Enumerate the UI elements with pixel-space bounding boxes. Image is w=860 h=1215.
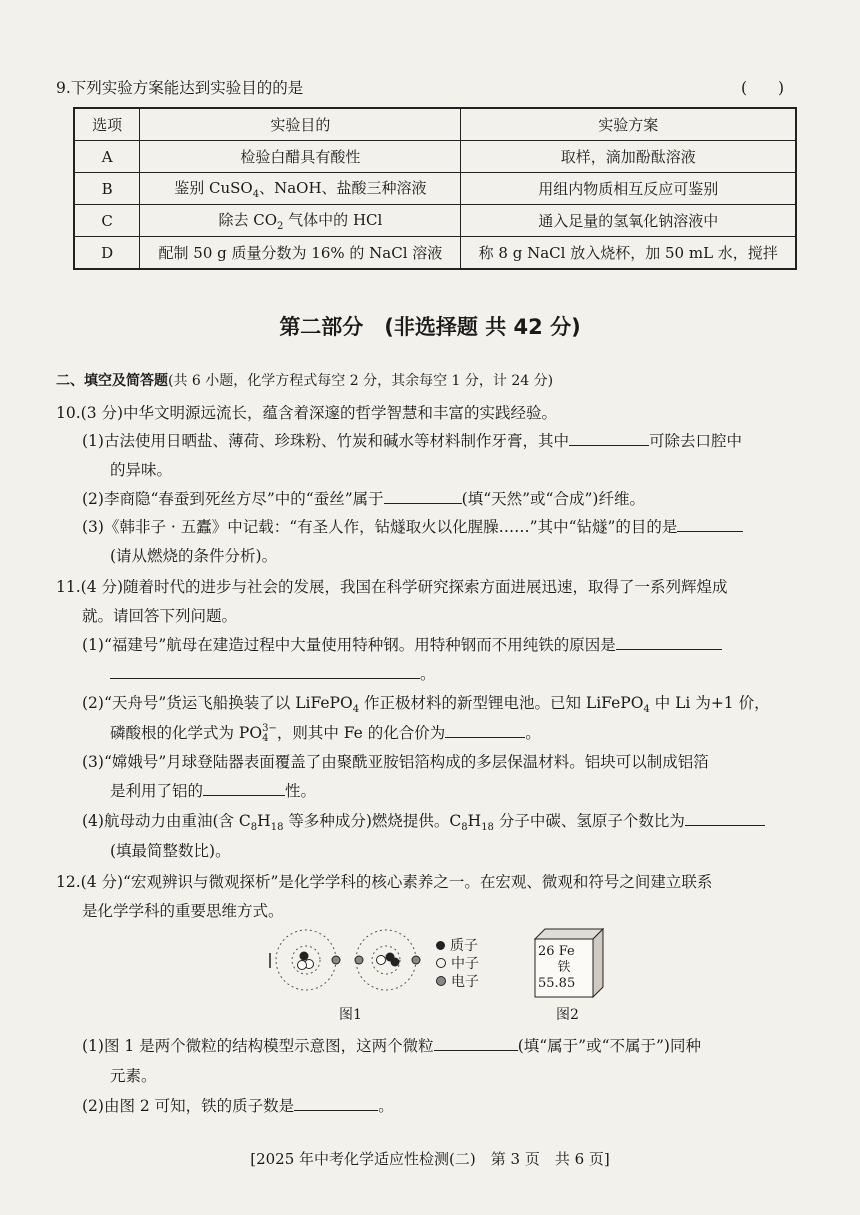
table-row — [74, 173, 796, 205]
answer-blank[interactable] — [434, 1036, 518, 1051]
option-plan: 取样，滴加酚酞溶液 — [461, 141, 796, 173]
iron-number-symbol: 26 Fe — [538, 944, 575, 959]
section-heading-label: 二、填空及简答题 — [56, 373, 168, 389]
page-footer: [2025 年中考化学适应性检测(二) 第 3 页 共 6 页] — [250, 1150, 610, 1168]
legend-electron: 电子 — [436, 973, 479, 991]
legend-proton: 质子 — [436, 937, 479, 955]
atom-model-2 — [355, 930, 420, 990]
section-heading — [56, 370, 553, 390]
figure1-caption: 图1 — [339, 1007, 362, 1023]
q11-stem: 11.(4 分)随着时代的进步与社会的发展，我国在科学研究探索方面进展迅速，取得了一系列辉煌成 — [56, 578, 728, 596]
q9-stem: 9.下列实验方案能达到实验目的的是 — [56, 79, 304, 97]
electron-icon — [436, 976, 446, 986]
iron-card-text — [538, 944, 590, 992]
q12-stem: 12.(4 分)“宏观辨识与微观探析”是化学学科的核心素养之一。在宏观、微观和符号之间建立联系 — [56, 873, 713, 891]
table-header-row — [74, 108, 796, 141]
q11-sub1-cont: 。 — [110, 662, 436, 684]
proton-icon — [436, 941, 445, 950]
q12-sub2: (2)由图 2 可知，铁的质子数是 。 — [82, 1097, 394, 1115]
figure1-legend — [436, 937, 479, 991]
answer-blank[interactable] — [203, 781, 285, 796]
option-goal: 配制 50 g 质量分数为 16% 的 NaCl 溶液 — [140, 237, 461, 270]
q11-stem-cont: 就。请回答下列问题。 — [82, 607, 238, 625]
q9-answer-paren: ( ) — [741, 79, 785, 97]
table-header: 实验方案 — [461, 108, 796, 141]
answer-blank[interactable] — [110, 664, 420, 679]
option-letter: D — [74, 237, 140, 270]
option-plan: 称 8 g NaCl 放入烧杯，加 50 mL 水，搅拌 — [461, 237, 796, 270]
option-letter: B — [74, 173, 140, 205]
part2-title: 第二部分 (非选择题 共 42 分) — [279, 315, 581, 339]
option-goal: 检验白醋具有酸性 — [140, 141, 461, 173]
option-plan: 通入足量的氢氧化钠溶液中 — [461, 205, 796, 237]
q10-stem: 10.(3 分)中华文明源远流长，蕴含着深邃的哲学智慧和丰富的实践经验。 — [56, 404, 558, 422]
answer-blank[interactable] — [569, 431, 649, 446]
option-letter: C — [74, 205, 140, 237]
answer-blank[interactable] — [445, 723, 525, 738]
legend-neutron: 中子 — [436, 955, 479, 973]
q12-sub1-cont: 元素。 — [110, 1067, 157, 1085]
q10-sub1: (1)古法使用日晒盐、薄荷、珍珠粉、竹炭和碱水等材料制作牙膏，其中 可除去口腔中 — [82, 432, 742, 450]
q11-sub1: (1)“福建号”航母在建造过程中大量使用特种钢。用特种钢而不用纯铁的原因是 — [82, 633, 722, 655]
table-header: 选项 — [74, 108, 140, 141]
option-letter: A — [74, 141, 140, 173]
q10-sub1-cont: 的异味。 — [110, 461, 173, 479]
answer-blank[interactable] — [294, 1096, 378, 1111]
option-goal: 鉴别 CuSO$_4$、NaOH、盐酸三种溶液 — [140, 173, 461, 205]
table-row — [74, 205, 796, 237]
table-row — [74, 237, 796, 270]
option-goal: 除去 $CO_2$ 气体中的 HCl — [140, 205, 461, 237]
q11-sub3: (3)“嫦娥号”月球登陆器表面覆盖了由聚酰亚胺铝箔构成的多层保温材料。铝块可以制成铝箔 — [82, 753, 709, 771]
answer-blank[interactable] — [677, 517, 743, 532]
q11-sub3-cont: 是利用了铝的 性。 — [110, 782, 317, 800]
q10-sub3: (3)《韩非子 · 五蠹》中记载：“有圣人作，钻燧取火以化腥臊……”其中“钻燧”的目的是 — [82, 515, 743, 537]
q12-sub1: (1)图 1 是两个微粒的结构模型示意图，这两个微粒 (填“属于”或“不属于”)同种 — [82, 1037, 701, 1055]
answer-blank[interactable] — [384, 489, 462, 504]
answer-blank[interactable] — [616, 635, 722, 650]
q12-stem-cont: 是化学学科的重要思维方式。 — [82, 902, 284, 920]
q10-sub3-cont: (请从燃烧的条件分析)。 — [110, 547, 278, 565]
section-heading-note: (共 6 小题，化学方程式每空 2 分，其余每空 1 分，计 24 分) — [168, 373, 554, 389]
iron-mass: 55.85 — [538, 976, 576, 991]
iron-name: 铁 — [557, 960, 571, 975]
q11-sub2-cont: 磷酸根的化学式为 PO 3− 4 ，则其中 Fe 的化合价为 。 — [110, 723, 541, 744]
figure1-atom-models — [262, 924, 442, 996]
atom-model-1 — [270, 930, 340, 990]
q11-sub2: (2)“天舟号”货运飞船换装了以 LiFePO$_4$ 作正极材料的新型锂电池。已知 LiFePO$_4$ 中 Li 为+1 价， — [82, 694, 770, 716]
option-plan: 用组内物质相互反应可鉴别 — [461, 173, 796, 205]
neutron-icon — [436, 958, 446, 968]
q9-options-table — [73, 107, 797, 270]
table-header: 实验目的 — [140, 108, 461, 141]
figure2-caption: 图2 — [556, 1007, 579, 1023]
table-row — [74, 141, 796, 173]
answer-blank[interactable] — [685, 811, 765, 826]
q11-sub4: (4)航母动力由重油(含 $C_8H_{18}$ 等多种成分)燃烧提供。$C_8H_{18}$ 分子中碳、氢原子个数比为 — [82, 809, 765, 833]
q11-sub4-cont: (填最简整数比)。 — [110, 842, 231, 860]
q10-sub2: (2)李商隐“春蚕到死丝方尽”中的“蚕丝”属于 (填“天然”或“合成”)纤维。 — [82, 490, 645, 508]
